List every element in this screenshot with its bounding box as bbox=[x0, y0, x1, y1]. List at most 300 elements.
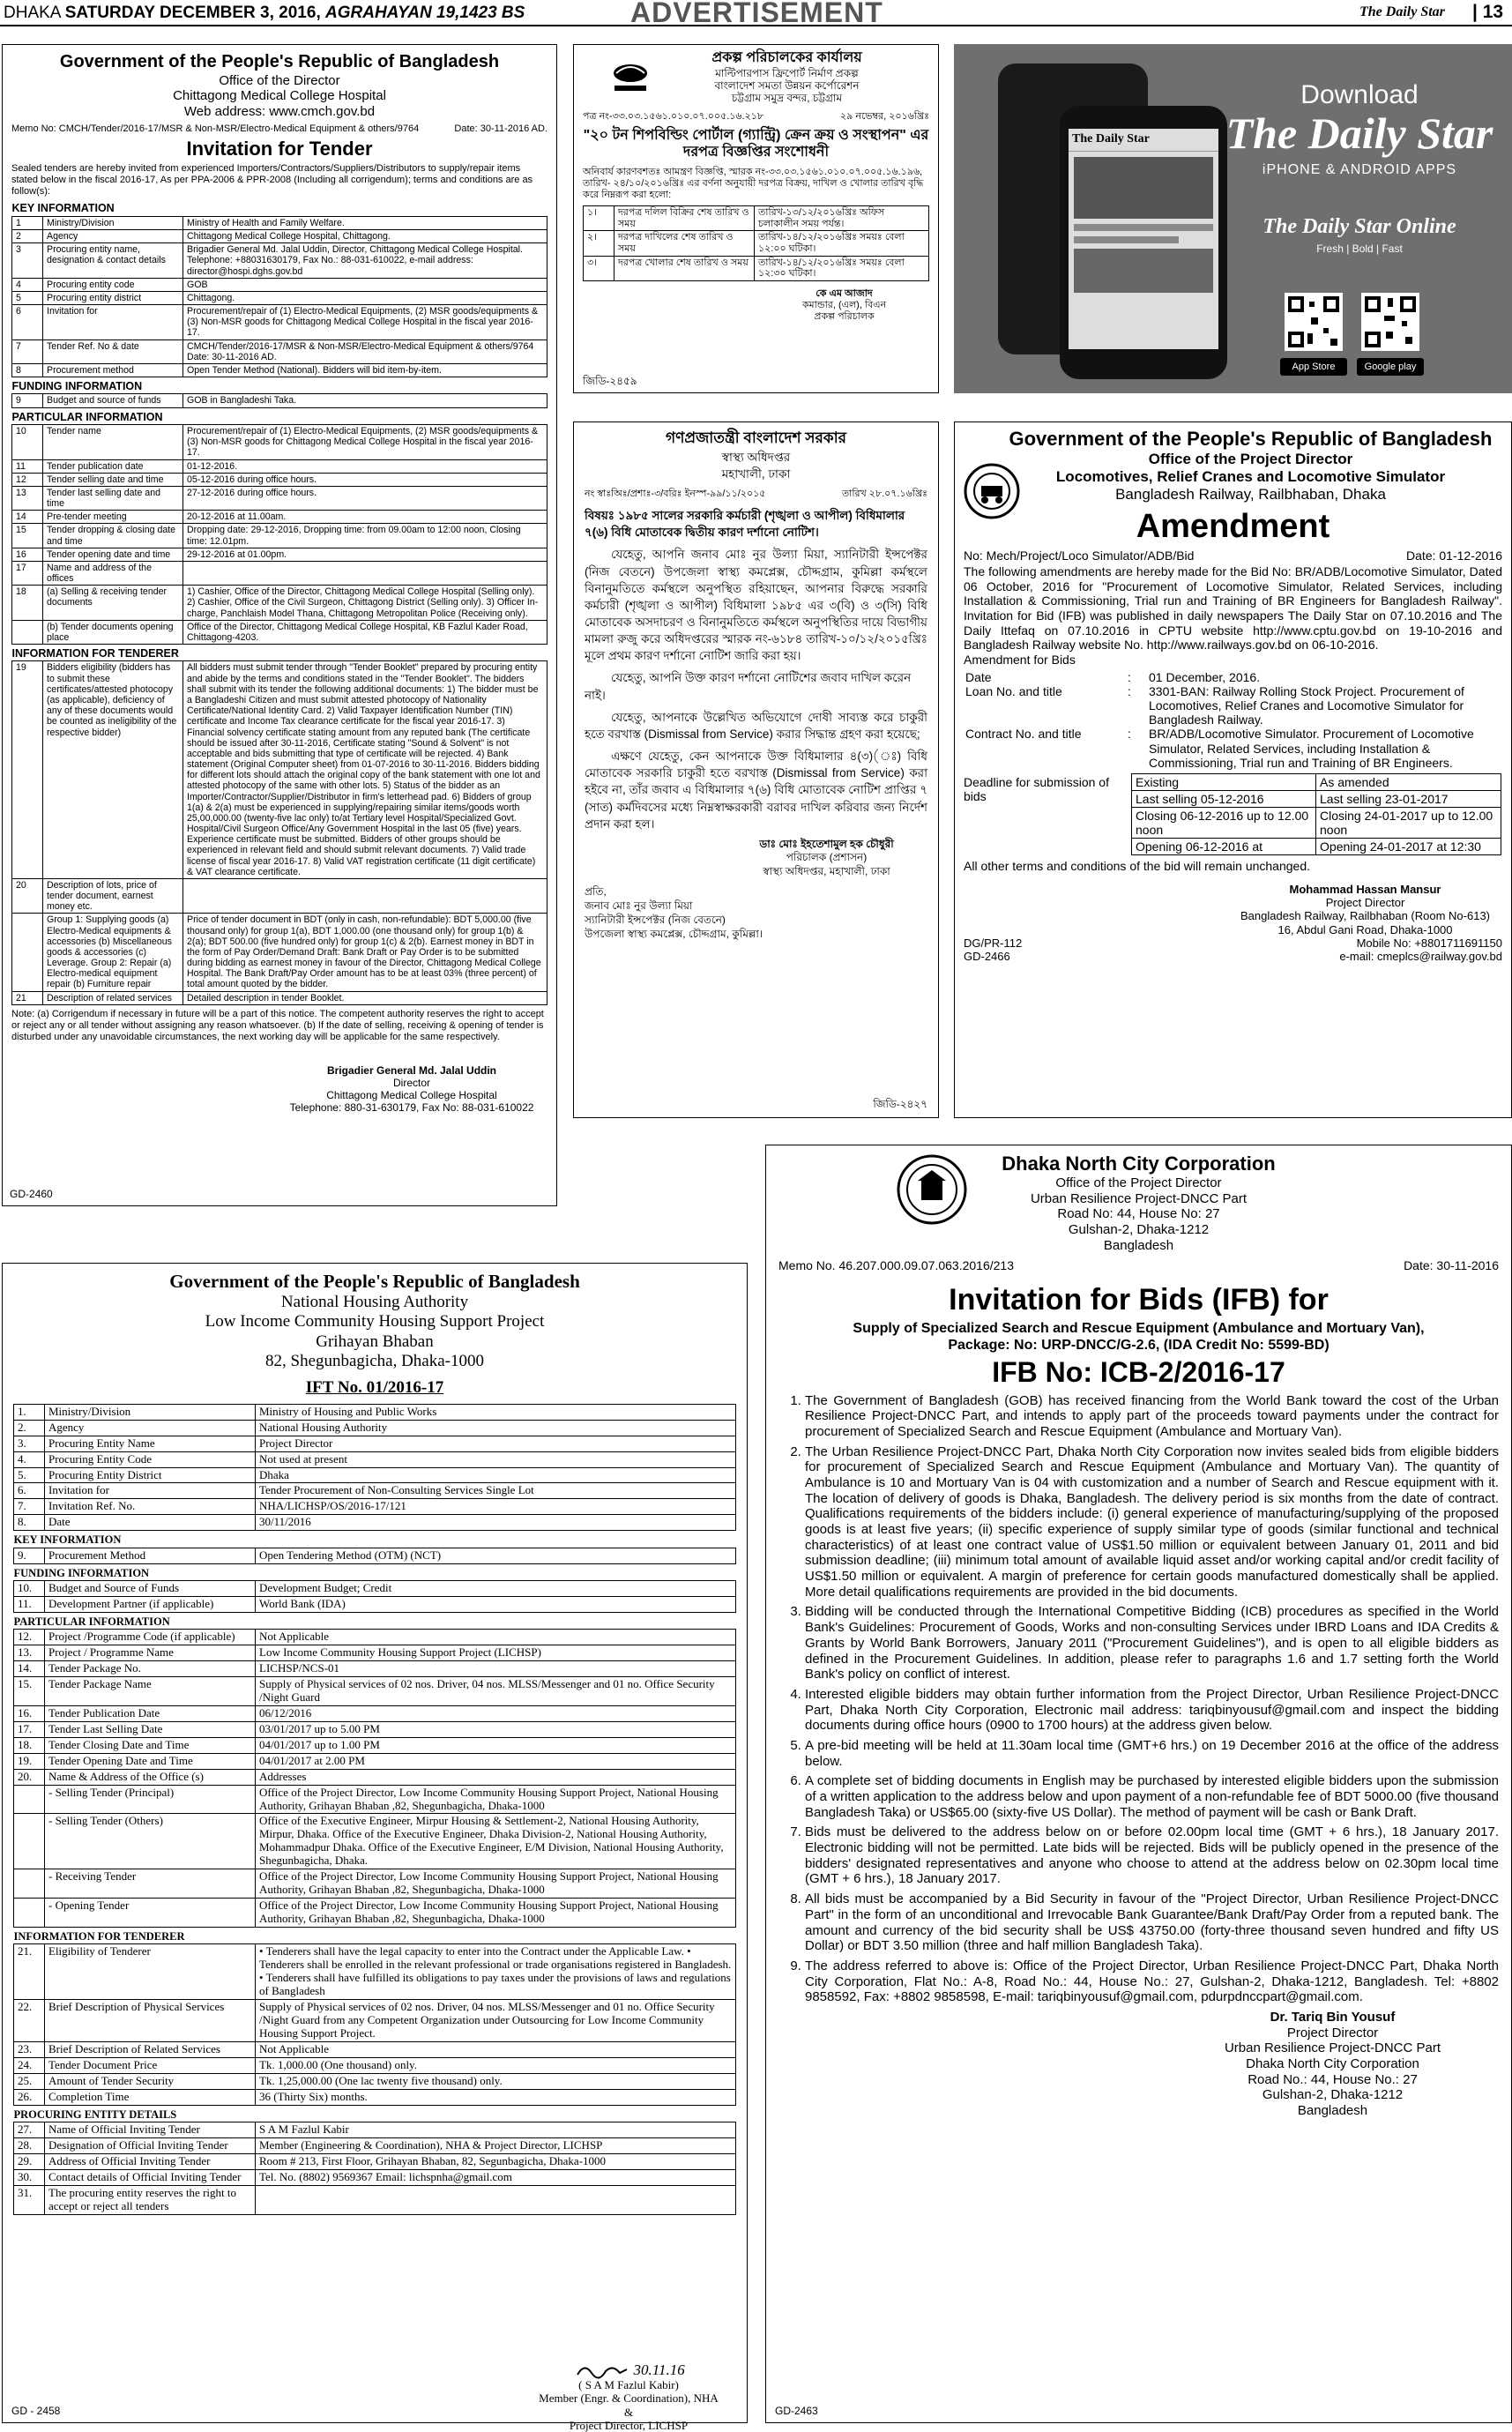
railway-gd-number: GD-2466 bbox=[964, 950, 1010, 964]
table-cell bbox=[256, 2185, 736, 2214]
table-cell: Tender Package No. bbox=[45, 1661, 256, 1677]
table-cell: 18. bbox=[14, 1737, 45, 1753]
table-cell: 19 bbox=[12, 661, 43, 878]
phone-screen-photo bbox=[1074, 249, 1213, 293]
table-cell: GOB in Bangladeshi Taka. bbox=[183, 394, 547, 407]
cmch-memo: Memo No: CMCH/Tender/2016-17/MSR & Non-MSR/Electro-Medical Equipment & others/9764 bbox=[11, 123, 420, 134]
table-cell: Tender name bbox=[43, 425, 183, 460]
table-cell: Invitation for bbox=[45, 1483, 256, 1499]
table-cell bbox=[12, 914, 43, 991]
list-item: 1. The Government of Bangladesh (GOB) has received financing from the World Bank toward the cost of the Urban Resilience Project-DNCC Part, and intends to apply part of the proceeds toward payments under the contract for procurement of Specialized Search and Rescue Equipment (Ambulance and Mortuary Van). bbox=[805, 1393, 1499, 1440]
dghs-show-cause-notice bbox=[573, 421, 939, 1118]
ctg-gd-number: জিডি-২৪৫৯ bbox=[583, 374, 637, 387]
qr-code-android[interactable] bbox=[1361, 293, 1419, 351]
table-cell: Description of lots, price of tender document, earnest money etc. bbox=[43, 878, 183, 914]
dghs-to-title: স্যানিটারী ইন্সপেক্টর (নিজ বেতনে) bbox=[585, 914, 726, 927]
table-cell: 22. bbox=[14, 2000, 45, 2042]
table-row bbox=[12, 243, 547, 279]
railway-project: Locomotives, Relief Cranes and Locomotive Simulator bbox=[1055, 468, 1446, 485]
table-cell: তারিখ-১৪/১২/২০১৬খ্রিঃ সময়ঃ বেলা ১২:৩০ ঘটিকা। bbox=[755, 256, 929, 280]
dghs-para-4: এক্ষণে যেহেতু, কেন আপনাকে উক্ত বিধিমালার ৪(৩)(ঃ) বিধি মোতাবেক সরকারি চাকুরী হতে বরখাস্ত (Dismissal from Service) করা হইবে না, তাঁর জবাব এ বিধিমালার ৭(৬) বিধি মোতাবেক নোটিশ প্রাপ্তির ৭ (সাত) কর্মদিবসের মধ্যে নিম্নস্বাক্ষরকারী বরাবর দাখিল করিবার জন্য নির্দেশ প্রদান করা হল। bbox=[585, 750, 927, 831]
table-cell: : bbox=[1128, 684, 1131, 699]
nha-gov-title: Government of the People's Republic of Bangladesh bbox=[169, 1271, 580, 1292]
table-row bbox=[964, 684, 1502, 727]
table-row bbox=[14, 1737, 736, 1753]
phone-front bbox=[1060, 106, 1227, 379]
table-cell: 16. bbox=[14, 1705, 45, 1721]
table-row bbox=[14, 2137, 736, 2153]
ctg-logo bbox=[611, 56, 650, 94]
table-cell: 1. bbox=[14, 1404, 45, 1420]
table-row bbox=[14, 2073, 736, 2089]
table-cell bbox=[14, 1869, 45, 1899]
dghs-signatory-org: স্বাস্থ্য অধিদপ্তর, মহাখালী, ঢাকা bbox=[763, 865, 890, 878]
table-cell: 20. bbox=[14, 1769, 45, 1785]
dncc-supply: Supply of Specialized Search and Rescue Equipment (Ambulance and Mortuary Van), bbox=[853, 1321, 1425, 1337]
table-cell: 31. bbox=[14, 2185, 45, 2214]
table-row bbox=[12, 305, 547, 340]
table-row bbox=[12, 459, 547, 473]
table-row bbox=[14, 1499, 736, 1515]
cmch-tender-ad bbox=[2, 44, 557, 1206]
table-cell: The procuring entity reserves the right to accept or reject all tenders bbox=[45, 2185, 256, 2214]
table-row bbox=[12, 425, 547, 460]
railway-deadline-table bbox=[1131, 773, 1501, 855]
table-cell: Dropping date: 29-12-2016, Dropping time: from 09.00am to 12:00 noon, Closing time: 12.01pm. bbox=[183, 524, 547, 548]
cmch-office: Office of the Director bbox=[219, 72, 340, 88]
table-row bbox=[12, 473, 547, 486]
table-row bbox=[14, 1661, 736, 1677]
dncc-memo: Memo No. 46.207.000.09.07.063.2016/213 bbox=[778, 1258, 1014, 1273]
table-cell: 10 bbox=[12, 425, 43, 460]
table-cell: 9 bbox=[12, 394, 43, 407]
table-cell: তারিখ-১৪/১২/২০১৬খ্রিঃ সময়ঃ বেলা ১২:০০ ঘটিকা। bbox=[755, 231, 929, 256]
table-cell: (a) Selling & receiving tender documents bbox=[43, 586, 183, 621]
table-row bbox=[12, 991, 547, 1004]
table-cell bbox=[183, 878, 547, 914]
nha-authority: National Housing Authority bbox=[280, 1292, 469, 1311]
table-cell: 4. bbox=[14, 1451, 45, 1467]
table-cell: Procuring entity district bbox=[43, 291, 183, 304]
table-cell: - Opening Tender bbox=[45, 1899, 256, 1928]
table-cell: 21. bbox=[14, 1944, 45, 2000]
table-row bbox=[14, 1580, 736, 1596]
table-cell: Address of Official Inviting Tender bbox=[45, 2153, 256, 2169]
table-cell: • Tenderers shall have the legal capacity to enter into the Contract under the Applicable Law. • Tenderers shall be enrolled in the relevant professional or trade organisations registered in Bangladesh. • Tenderers shall have fulfilled its obligations to pay taxes under the provisions of laws and regulations of Bangladesh bbox=[256, 1944, 736, 2000]
table-cell: Existing bbox=[1132, 773, 1316, 790]
dghs-gd-number: জিডি-২৪২৭ bbox=[873, 1097, 927, 1110]
cmch-hospital: Chittagong Medical College Hospital bbox=[173, 88, 386, 104]
table-cell bbox=[12, 620, 43, 644]
table-cell: Development Partner (if applicable) bbox=[45, 1596, 256, 1612]
ctg-corporation: বাংলাদেশ সমতা উন্নয়ন কর্পোরেশন bbox=[714, 79, 860, 93]
ctg-office: প্রকল্প পরিচালকের কার্যালয় bbox=[711, 50, 862, 65]
phone-screen-text bbox=[1074, 224, 1213, 231]
table-cell: 15. bbox=[14, 1677, 45, 1706]
app-platforms: iPHONE & ANDROID APPS bbox=[1262, 161, 1457, 177]
table-cell: Brief Description of Physical Services bbox=[45, 2000, 256, 2042]
table-cell: - Receiving Tender bbox=[45, 1869, 256, 1899]
table-cell: Contact details of Official Inviting Tender bbox=[45, 2169, 256, 2185]
dncc-ifb-number: IFB No: ICB-2/2016-17 bbox=[992, 1355, 1285, 1388]
table-cell: Tender Last Selling Date bbox=[45, 1721, 256, 1737]
table-cell: 28. bbox=[14, 2137, 45, 2153]
table-cell: Dhaka bbox=[256, 1467, 736, 1483]
table-cell: 29. bbox=[14, 2153, 45, 2169]
dncc-signatory-country: Bangladesh bbox=[1297, 2103, 1368, 2119]
table-cell: Last selling 05-12-2016 bbox=[1132, 790, 1316, 807]
phone-screen-masthead: The Daily Star bbox=[1069, 129, 1218, 152]
table-cell: Tender dropping & closing date and time bbox=[43, 524, 183, 548]
page-header bbox=[0, 0, 1512, 26]
table-cell: 8 bbox=[12, 363, 43, 377]
table-cell: Name of Official Inviting Tender bbox=[45, 2122, 256, 2138]
cmch-intro: Sealed tenders are hereby invited from experienced Importers/Contractors/Suppliers/Distributors to supply/repair items stated below in the fiscal 2016-17, As per PPA-2006 & PPR-2008 (Including all corrigendum); terms and conditions are as follow(s): bbox=[11, 162, 533, 197]
table-cell: 24. bbox=[14, 2057, 45, 2073]
table-cell: 26. bbox=[14, 2089, 45, 2105]
railway-email[interactable]: e-mail: cmeplcs@railway.gov.bd bbox=[1339, 950, 1502, 964]
table-cell: 2. bbox=[14, 1420, 45, 1436]
table-row bbox=[12, 278, 547, 291]
table-cell: Project / Programme Name bbox=[45, 1645, 256, 1661]
table-cell: 9. bbox=[14, 1548, 45, 1563]
table-cell bbox=[14, 1785, 45, 1814]
table-cell: 5. bbox=[14, 1467, 45, 1483]
table-cell: Project /Programme Code (if applicable) bbox=[45, 1630, 256, 1645]
table-row bbox=[14, 1467, 736, 1483]
cmch-signatory-phone: Telephone: 880-31-630179, Fax No: 88-031-610022 bbox=[289, 1101, 534, 1115]
cmch-gd-number: GD-2460 bbox=[10, 1187, 53, 1200]
table-row bbox=[14, 2122, 736, 2138]
ctg-signatory: কে এম আজাদ bbox=[816, 287, 873, 299]
ctg-table bbox=[583, 205, 929, 281]
table-row bbox=[14, 2041, 736, 2057]
table-row bbox=[12, 586, 547, 621]
header-city: DHAKA bbox=[4, 4, 61, 22]
ctg-signatory-title: প্রকল্প পরিচালক bbox=[814, 310, 875, 322]
table-cell: দরপত্র দলিল বিক্রির শেষ তারিখ ও সময় bbox=[614, 205, 755, 230]
table-cell: 16 bbox=[12, 548, 43, 561]
dghs-signatory: ডাঃ মোঃ ইহতেশামুল হক চৌধুরী bbox=[759, 837, 894, 850]
table-row bbox=[1132, 790, 1501, 807]
table-row bbox=[14, 1869, 736, 1899]
table-cell: Budget and source of funds bbox=[43, 394, 183, 407]
dncc-emblem bbox=[897, 1154, 967, 1225]
nha-address: 82, Shegunbagicha, Dhaka-1000 bbox=[265, 1351, 484, 1370]
dghs-location: মহাখালী, ঢাকা bbox=[721, 467, 791, 481]
google-play-badge[interactable]: Google play bbox=[1357, 358, 1424, 376]
table-cell: Name and address of the offices bbox=[43, 561, 183, 585]
table-cell: Tender publication date bbox=[43, 459, 183, 473]
table-cell: GOB bbox=[183, 278, 547, 291]
table-cell: দরপত্র দাখিলের শেষ তারিখ ও সময় bbox=[614, 231, 755, 256]
table-cell: All bidders must submit tender through "Tender Booklet" prepared by procuring entity and abide by the terms and conditions stated in the "Tender Booklet". The bidders shall submit with its tender the following additional documents: 1) The bidder must be a Bangladeshi Citizen and must submit attested photocopy of Nationality Certificate/National Identity Card. 2) Valid Taxpayer Identification Number (TIN) certificate and Income Tax clearance certificate for the fiscal year 2016-17. 3) Financial solvency certificate stating amount from any reputed bank (The certificate should be issued after 30-11-2016, Certificate stating "Sound & Solvent" is not acceptable and bids submitting that type of certificate will be rejected. 4) Bank statement (Original Computer sheet) from 01-07-2016 to 30-11-2016. Bidders bidding for different lots should attach the original copy of the bank statement with one lot and attested photocopy of the same with other lots. 5) Status of the bidder as an Importer/Contractor/Supplier/Distributor in firm's letterhead pad. 6) Bidders of group 1(a) & 2(a) must be experienced in supplying/repairing similar items/goods worth 25,00,000.00 (twenty-five lac only) to/at Tertiary level Hospital/Specialized Govt. Hospital/Civil Surgeon Office/Any Government Hospital in the last 05 (five) years. Experience certificate must be submitted. Bidders of other groups should be experienced in relevant field and should submit relevant documents. 7) Valid trade license of fiscal year 2016-17. 8) Valid VAT registration certificate (11 digit certificate) & VAT clearance certificate. bbox=[183, 661, 547, 878]
table-row bbox=[964, 727, 1502, 769]
header-date: SATURDAY DECEMBER 3, 2016, bbox=[64, 4, 321, 22]
railway-details bbox=[964, 670, 1502, 770]
railway-deadline-label: Deadline for submission of bids bbox=[964, 774, 1109, 804]
table-cell: Addresses bbox=[256, 1769, 736, 1785]
ctg-port-amendment-ad bbox=[573, 44, 939, 393]
table-cell: Bidders eligibility (bidders has to submit these certificates/attested photocopy (as applicable), deficiency of any of these documents would be counted as ineligibility of the respective bidder) bbox=[43, 661, 183, 878]
table-row bbox=[14, 1645, 736, 1661]
table-cell: 6 bbox=[12, 305, 43, 340]
table-cell: CMCH/Tender/2016-17/MSR & Non-MSR/Electro-Medical Equipment & others/9764 Date: 30-11-2016 AD. bbox=[183, 339, 547, 363]
table-cell: Tender Opening Date and Time bbox=[45, 1753, 256, 1769]
dncc-country: Bangladesh bbox=[1103, 1237, 1174, 1253]
table-cell: Procurement Method bbox=[45, 1548, 256, 1563]
dghs-date: তারিখ ২৮.০৭.১৬খ্রিঃ bbox=[841, 489, 927, 500]
nha-table bbox=[13, 1404, 736, 2215]
nha-tender-ad bbox=[2, 1263, 748, 2432]
table-row bbox=[14, 1548, 736, 1563]
qr-code-ios[interactable] bbox=[1285, 293, 1343, 351]
table-cell: Closing 06-12-2016 up to 12.00 noon bbox=[1132, 807, 1316, 838]
table-cell bbox=[183, 561, 547, 585]
railway-amend-label: Amendment for Bids bbox=[964, 652, 1076, 667]
table-cell: 19. bbox=[14, 1753, 45, 1769]
table-row bbox=[14, 1899, 736, 1928]
table-row bbox=[12, 878, 547, 914]
cmch-gov-title: Government of the People's Republic of Bangladesh bbox=[59, 52, 500, 71]
list-item: 4. Interested eligible bidders may obtain further information from the Project Director, Urban Resilience Project-DNCC Part, Dhaka North City Corporation, Electronic mail address: tariqbinyousuf@gmail.com and inspect the bidding documents during office hours (0900 to 1700 hours) at the address given below. bbox=[805, 1687, 1499, 1734]
table-cell: 3 bbox=[12, 243, 43, 279]
dncc-signatory-area: Gulshan-2, Dhaka-1212 bbox=[1262, 2087, 1404, 2103]
table-cell: Loan No. and title bbox=[965, 684, 1062, 699]
table-cell: Chittagong Medical College Hospital, Chittagong. bbox=[183, 230, 547, 243]
table-row bbox=[14, 1563, 736, 1580]
table-cell: Tender opening date and time bbox=[43, 548, 183, 561]
table-cell: Agency bbox=[45, 1420, 256, 1436]
table-cell: LICHSP/NCS-01 bbox=[256, 1661, 736, 1677]
table-row bbox=[12, 394, 547, 407]
nha-signatory: ( S A M Fazlul Kabir) bbox=[578, 2378, 679, 2391]
table-cell: ৩। bbox=[584, 256, 614, 280]
app-store-badge[interactable]: App Store bbox=[1280, 358, 1347, 376]
table-row bbox=[12, 548, 547, 561]
table-cell: 20 bbox=[12, 878, 43, 914]
dncc-area: Gulshan-2, Dhaka-1212 bbox=[1068, 1222, 1210, 1238]
table-cell: As amended bbox=[1316, 773, 1501, 790]
table-cell: Detailed description in tender Booklet. bbox=[183, 991, 547, 1004]
table-cell: 1 bbox=[12, 216, 43, 229]
table-cell: World Bank (IDA) bbox=[256, 1596, 736, 1612]
table-cell: : bbox=[1128, 670, 1131, 685]
table-cell: Office of the Project Director, Low Income Community Housing Support Project, National Housing Authority, Grihayan Bhaban ,82, Shegunbagicha, Dhaka-1000 bbox=[256, 1785, 736, 1814]
table-row bbox=[12, 377, 547, 394]
table-cell: Procurement/repair of (1) Electro-Medical Equipments, (2) MSR goods/equipments & (3) Non-MSR goods for Chittagong Medical College Hospital in the fiscal year 2016-17. bbox=[183, 425, 547, 460]
railway-body: The following amendments are hereby made for the Bid No: BR/ADB/Locomotive Simulator, Dated 06 October, 2016 for "Procurement of Locomotive Simulator, Related Services, including Installation & Commissioning, Trial run and Training of BR Engineers for Bangladesh Railway". Invitation for Bid (IFB) was published in daily newspapers The Daily Star on 07.10.2016 and The Daily Ittefaq on 07.10.2016 in CPTU website http://www.cptu.gov.bd on 19-10-2016 and Bangladesh Railway website No. http://www.railways.gov.bd on 06-10-2016. bbox=[964, 564, 1502, 653]
cmch-signatory-org: Chittagong Medical College Hospital bbox=[326, 1089, 497, 1102]
table-cell: 04/01/2017 at 2.00 PM bbox=[256, 1753, 736, 1769]
table-cell: 10. bbox=[14, 1580, 45, 1596]
table-row bbox=[14, 1721, 736, 1737]
table-cell: 27. bbox=[14, 2122, 45, 2138]
table-cell: 04/01/2017 up to 1.00 PM bbox=[256, 1737, 736, 1753]
table-cell: 6. bbox=[14, 1483, 45, 1499]
railway-signatory-address: 16, Abdul Gani Road, Dhaka-1000 bbox=[1277, 922, 1453, 936]
table-row bbox=[14, 1944, 736, 2000]
nha-signature: 30.11.16 bbox=[576, 2357, 685, 2380]
table-row bbox=[12, 407, 547, 424]
railway-office: Office of the Project Director bbox=[1148, 450, 1353, 467]
table-row bbox=[584, 205, 929, 230]
list-item: 9. The address referred to above is: Office of the Project Director, Urban Resilience Project-DNCC Part, Dhaka North City Corporation, Flat No.: A-8, Road No.: 44, House No.: 27, Gulshan-2, Dhaka-1212, Bangladesh. Tel: +8802 9858592, Fax: +8802 9858598, E-mail: tariqbinyousuf@gmail.com, pdurpdnccpart@gmail.com. bbox=[805, 1958, 1499, 2005]
railway-memo: No: Mech/Project/Loco Simulator/ADB/Bid bbox=[964, 548, 1195, 563]
table-row bbox=[12, 216, 547, 229]
table-cell: - Selling Tender (Principal) bbox=[45, 1785, 256, 1814]
table-cell: Procurement method bbox=[43, 363, 183, 377]
table-row bbox=[12, 230, 547, 243]
table-cell: Agency bbox=[43, 230, 183, 243]
table-row bbox=[12, 486, 547, 510]
table-cell: PARTICULAR INFORMATION bbox=[13, 1615, 170, 1628]
table-row bbox=[14, 1769, 736, 1785]
phone-screen-photo bbox=[1074, 157, 1213, 219]
table-cell: KEY INFORMATION bbox=[11, 202, 115, 215]
table-cell: 27-12-2016 during office hours. bbox=[183, 486, 547, 510]
nha-project: Low Income Community Housing Support Project bbox=[205, 1312, 545, 1332]
table-cell: Brief Description of Related Services bbox=[45, 2041, 256, 2057]
dncc-project: Urban Resilience Project-DNCC Part bbox=[1030, 1190, 1248, 1206]
table-cell: Tender Publication Date bbox=[45, 1705, 256, 1721]
table-cell: Invitation Ref. No. bbox=[45, 1499, 256, 1515]
ctg-signatory-rank: কমান্ডার, (এল), বিএন bbox=[801, 299, 887, 310]
table-cell: তারিখ-১৩/১২/২০১৬খ্রিঃ অফিস চলাকালীন সময় পর্যন্ত। bbox=[755, 205, 929, 230]
table-row bbox=[14, 1515, 736, 1531]
list-item: 5. A pre-bid meeting will be held at 11.30am local time (GMT+6 hrs.) on 19 December 2016 at the office of the address below. bbox=[805, 1738, 1499, 1769]
table-cell: Date bbox=[45, 1515, 256, 1531]
table-cell: Eligibility of Tenderer bbox=[45, 1944, 256, 2000]
dghs-subject: বিষয়ঃ ১৯৮৫ সালের সরকারি কর্মচারী (শৃঙ্খলা ও আপীল) বিধিমালার ৭(৬) বিধি মোতাবেক দ্বিতীয় কারণ দর্শানো নোটিশ। bbox=[585, 509, 905, 540]
nha-building: Grihayan Bhaban bbox=[316, 1332, 434, 1351]
table-cell: National Housing Authority bbox=[256, 1420, 736, 1436]
table-cell: Project Director bbox=[256, 1436, 736, 1451]
nha-gd-number: GD - 2458 bbox=[11, 2404, 61, 2417]
dncc-signatory-title: Project Director bbox=[1286, 2025, 1379, 2040]
table-row bbox=[14, 1420, 736, 1436]
table-row bbox=[14, 1814, 736, 1869]
table-cell: 20-12-2016 at 11.00am. bbox=[183, 511, 547, 524]
table-cell: : bbox=[1128, 727, 1131, 742]
cmch-note: Note: (a) Corrigendum if necessary in future will be a part of this notice. The competent authority reserves the right to accept or reject any or all tender without assigning any reason whatsoever. (b) If the date of selling, receiving & opening of tender is disturbed under any unavoidable circumstances, the next working day will be applicable for the same respectively. bbox=[11, 1008, 544, 1042]
phone-screen bbox=[1069, 129, 1218, 349]
table-cell: Tk. 1,25,000.00 (One lac twenty five thousand) only. bbox=[256, 2073, 736, 2089]
table-cell: Room # 213, First Floor, Grihayan Bhaban, 82, Segunbagicha, Dhaka-1000 bbox=[256, 2153, 736, 2169]
table-row bbox=[14, 1404, 736, 1420]
table-row bbox=[12, 363, 547, 377]
table-row bbox=[12, 620, 547, 644]
table-cell: Budget and Source of Funds bbox=[45, 1580, 256, 1596]
table-cell: Procuring Entity Name bbox=[45, 1436, 256, 1451]
table-cell: Contract No. and title bbox=[965, 727, 1082, 742]
table-cell: 30. bbox=[14, 2169, 45, 2185]
table-cell: 12 bbox=[12, 473, 43, 486]
table-row bbox=[14, 2089, 736, 2105]
nha-ift-number: IFT No. 01/2016-17 bbox=[305, 1378, 444, 1398]
table-cell: INFORMATION FOR TENDERER bbox=[11, 647, 179, 660]
table-cell: Procuring Entity Code bbox=[45, 1451, 256, 1467]
dghs-memo: নং স্বাঃঅিঃ/প্রশাঃ-৩/বরিঃ ইনস্প-৯৯/১১/২০১৫ bbox=[585, 489, 766, 500]
dncc-signatory: Dr. Tariq Bin Yousuf bbox=[1270, 2009, 1396, 2025]
railway-emblem bbox=[964, 463, 1020, 519]
table-cell: Closing 24-01-2017 up to 12.00 noon bbox=[1316, 807, 1501, 838]
list-item: 8. All bids must be accompanied by a Bid Security in favour of the "Project Director, Urban Resilience Project-DNCC Part" in the form of an unconditional and Irrevocable Bank Guarantee/Bank Draft/Pay Order from a reputed bank. The amount and currency of the bid security shall be US$ 43750.00 (forty-three thousand seven hundred and fifty US Dollar) or BDT 3.50 million (three and half million Bangladesh Taka). bbox=[805, 1891, 1499, 1954]
table-cell: 11 bbox=[12, 459, 43, 473]
table-cell: 7 bbox=[12, 339, 43, 363]
table-cell: Tender Ref. No & date bbox=[43, 339, 183, 363]
table-row bbox=[12, 645, 547, 661]
table-cell: INFORMATION FOR TENDERER bbox=[13, 1929, 185, 1943]
table-cell: 29-12-2016 at 01.00pm. bbox=[183, 548, 547, 561]
dncc-ifb-title: Invitation for Bids (IFB) for bbox=[949, 1282, 1329, 1317]
table-cell: S A M Fazlul Kabir bbox=[256, 2122, 736, 2138]
table-cell: FUNDING INFORMATION bbox=[11, 380, 143, 393]
table-cell: Supply of Physical services of 02 nos. Driver, 04 nos. MLSS/Messenger and 01 no. Office Security /Night Guard bbox=[256, 1677, 736, 1706]
table-cell: Completion Time bbox=[45, 2089, 256, 2105]
daily-star-logo: The Daily Star bbox=[1225, 108, 1493, 159]
table-cell: Invitation for bbox=[43, 305, 183, 340]
cmch-signatory: Brigadier General Md. Jalal Uddin bbox=[326, 1063, 497, 1077]
table-cell: 4 bbox=[12, 278, 43, 291]
nha-signatory-title: Member (Engr. & Coordination), NHA bbox=[539, 2391, 719, 2406]
table-cell: Tender selling date and time bbox=[43, 473, 183, 486]
table-row bbox=[14, 1596, 736, 1612]
table-cell: 18 bbox=[12, 586, 43, 621]
ctg-memo: পত্র নং-৩৩.০৩.১৫৬১.০১০.০৭.০০৫.১৬.২১৮ bbox=[583, 111, 764, 123]
table-cell: 03/01/2017 up to 5.00 PM bbox=[256, 1721, 736, 1737]
table-row bbox=[1132, 807, 1501, 838]
table-cell bbox=[14, 1814, 45, 1869]
table-cell: 11. bbox=[14, 1596, 45, 1612]
dncc-signatory-project: Urban Resilience Project-DNCC Part bbox=[1224, 2040, 1441, 2056]
table-cell: Office of the Executive Engineer, Mirpur Housing & Settlement-2, National Housing Authority, Mirpur, Dhaka. Office of the Executive Engineer, Dhaka Division-2, National Housing Authority, Mohammadpur Dhaka. Office of the Executive Engineer, E/M Division, National Housing Authority, Shegunbagicha, Dhaka. bbox=[256, 1814, 736, 1869]
railway-mobile: Mobile No: +8801711691150 bbox=[1356, 936, 1502, 950]
table-cell: 14. bbox=[14, 1661, 45, 1677]
table-cell: Tk. 1,000.00 (One thousand) only. bbox=[256, 2057, 736, 2073]
table-cell: Office of the Director, Chittagong Medical College Hospital, KB Fazlul Kader Road, Chittagong-4203. bbox=[183, 620, 547, 644]
table-cell bbox=[14, 1899, 45, 1928]
table-cell: Opening 06-12-2016 at bbox=[1132, 839, 1316, 855]
table-cell: Tender Closing Date and Time bbox=[45, 1737, 256, 1753]
cmch-date: Date: 30-11-2016 AD. bbox=[454, 123, 547, 134]
list-item: 6. A complete set of bidding documents in English may be purchased by interested eligible bidders upon the submission of a written application to the address below and upon payment of a non-refundable fee of BDT 5000.00 (five thousand Bangladesh Taka) or US$65.00 (sixty-five US Dollar). The method of payment will be cash or Bank Draft. bbox=[805, 1773, 1499, 1820]
table-row bbox=[14, 1451, 736, 1467]
table-cell: Tender Document Price bbox=[45, 2057, 256, 2073]
table-row bbox=[14, 1630, 736, 1645]
list-item: 3. Bidding will be conducted through the International Competitive Bidding (ICB) procedures as specified in the World Bank's Guidelines: Procurement of Goods, Works and non-consulting Services under IBRD Loans and IDA Credits & Grants by World Bank Borrowers, January 2011 ("Procurement Guidelines"), and is open to all eligible bidders as defined in the Procurement Guidelines. In addition, please refer to paragraphs 1.6 and 1.7 setting forth the World Bank's policy on conflict of interest. bbox=[805, 1604, 1499, 1682]
ctg-address: চট্টগ্রাম সমুদ্র বন্দর, চট্টগ্রাম bbox=[731, 92, 843, 105]
table-row bbox=[14, 1612, 736, 1629]
dncc-date: Date: 30-11-2016 bbox=[1404, 1258, 1499, 1273]
ctg-body: অনিবার্য কারণবশতঃ আমন্ত্রণ বিজ্ঞপ্তি, স্মারক নং-৩৩.০৩.১৫৬১.০১০.০৭.০০৫.১৬.১৯৬, তারিখ- ২৪/১০/২০১৬খ্রিঃ এর বর্ণনা অনুযায়ী দরপত্র বিক্রয়, দাখিল ও খোলার তারিখ বৃদ্ধি করে নিম্নরূপ করা হলো: bbox=[583, 167, 924, 200]
table-cell: 12. bbox=[14, 1630, 45, 1645]
section-title: ADVERTISEMENT bbox=[630, 0, 883, 28]
table-cell: Member (Engineering & Coordination), NHA & Project Director, LICHSP bbox=[256, 2137, 736, 2153]
dncc-package: Package: No: URP-DNCC/G-2.6, (IDA Credit No: 5599-BD) bbox=[948, 1337, 1330, 1353]
table-cell: Tel. No. (8802) 9569367 Email: lichspnha@gmail.com bbox=[256, 2169, 736, 2185]
table-cell: - Selling Tender (Others) bbox=[45, 1814, 256, 1869]
table-row bbox=[12, 914, 547, 991]
table-cell: 13. bbox=[14, 1645, 45, 1661]
table-cell: 14 bbox=[12, 511, 43, 524]
cmch-title: Invitation for Tender bbox=[186, 137, 373, 160]
table-cell: Procuring Entity District bbox=[45, 1467, 256, 1483]
table-cell: Opening 24-01-2017 at 12:30 bbox=[1316, 839, 1501, 855]
table-row bbox=[14, 1436, 736, 1451]
table-cell: Ministry of Health and Family Welfare. bbox=[183, 216, 547, 229]
table-row bbox=[12, 511, 547, 524]
